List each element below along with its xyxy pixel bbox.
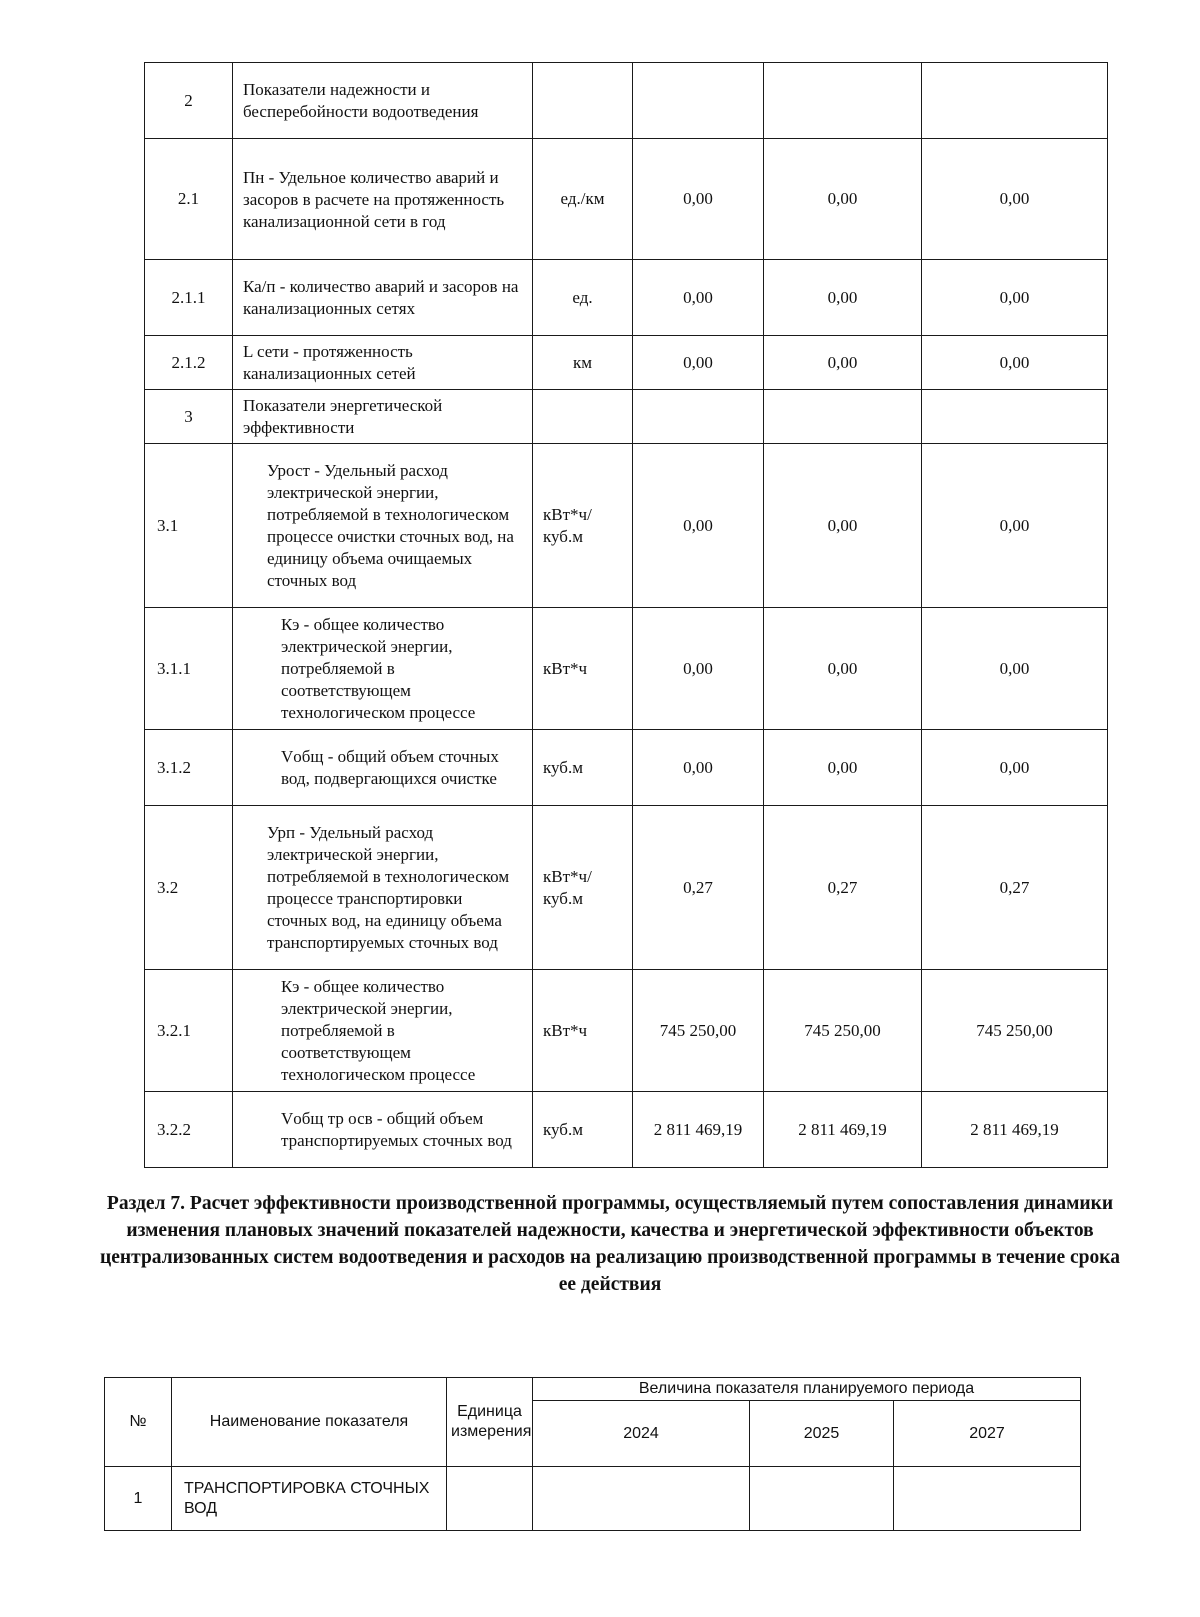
- value-2024: 0,00: [633, 608, 764, 730]
- row-number: 3.1.2: [145, 730, 233, 806]
- table-header-row: [105, 1378, 1081, 1401]
- row-number: 3.1.1: [145, 608, 233, 730]
- indicator-name: L сети - протяженность канализационных сетей: [233, 336, 533, 390]
- value-2027: 0,00: [922, 730, 1108, 806]
- row-number: 2.1.2: [145, 336, 233, 390]
- row-number: 2.1: [145, 139, 233, 260]
- header-unit: Единица измерения: [447, 1378, 533, 1467]
- header-number: №: [105, 1378, 172, 1467]
- value-2027: 0,00: [922, 444, 1108, 608]
- value-2027: [922, 390, 1108, 444]
- table-row: [145, 806, 1108, 970]
- value-2024: 0,27: [633, 806, 764, 970]
- unit: кВт*ч: [533, 970, 633, 1092]
- value-2024: [633, 390, 764, 444]
- indicator-name: Урост - Удельный расход электрической энергии, потребляемой в технологическом процессе очистки сточных вод, на единицу объема очищаемых сточных вод: [267, 461, 514, 590]
- table-row: [145, 390, 1108, 444]
- value-2024: 0,00: [633, 336, 764, 390]
- table-row: [145, 336, 1108, 390]
- indicator-name: Показатели энергетической эффективности: [233, 390, 533, 444]
- value-2027: [922, 63, 1108, 139]
- value-2025: 0,00: [764, 139, 922, 260]
- table-row: [145, 444, 1108, 608]
- value-2027: 0,00: [922, 260, 1108, 336]
- indicators-table: [144, 62, 1108, 1168]
- unit: км: [533, 336, 633, 390]
- row-number: 3.1: [145, 444, 233, 608]
- table-row: [145, 63, 1108, 139]
- unit: ед./км: [533, 139, 633, 260]
- indicator-name: Пн - Удельное количество аварий и засоров в расчете на протяженность канализационной сети в год: [233, 139, 533, 260]
- unit: [447, 1467, 533, 1531]
- value-2024: 0,00: [633, 730, 764, 806]
- value-2025: 0,00: [764, 444, 922, 608]
- value-2024: 0,00: [633, 139, 764, 260]
- unit: куб.м: [533, 730, 633, 806]
- value-2027: 0,27: [922, 806, 1108, 970]
- value-2025: [750, 1467, 894, 1531]
- indicator-name: ТРАНСПОРТИРОВКА СТОЧНЫХ ВОД: [172, 1467, 447, 1531]
- unit: кВт*ч/куб.м: [533, 806, 633, 970]
- table-row: [145, 970, 1108, 1092]
- indicator-name: Урп - Удельный расход электрической энергии, потребляемой в технологическом процессе транспортировки сточных вод, на единицу объема транспортируемых сточных вод: [267, 823, 510, 952]
- unit: кВт*ч/куб.м: [533, 444, 633, 608]
- table-row: [145, 139, 1108, 260]
- row-number: 3.2.2: [145, 1092, 233, 1168]
- value-2024: 0,00: [633, 444, 764, 608]
- value-2024: 745 250,00: [633, 970, 764, 1092]
- value-2027: 0,00: [922, 608, 1108, 730]
- table-row: [145, 260, 1108, 336]
- value-2024: [633, 63, 764, 139]
- row-number: 1: [105, 1467, 172, 1531]
- value-2025: 0,00: [764, 260, 922, 336]
- row-number: 2.1.1: [145, 260, 233, 336]
- table-row: [145, 1092, 1108, 1168]
- efficiency-table: [104, 1377, 1081, 1531]
- indicator-name: Vобщ - общий объем сточных вод, подвергающихся очистке: [281, 747, 499, 788]
- row-number: 3.2: [145, 806, 233, 970]
- indicator-name: Кэ - общее количество электрической энергии, потребляемой в соответствующем технологическом процессе: [281, 977, 476, 1084]
- header-year-2027: 2027: [894, 1401, 1081, 1467]
- table-row: [105, 1467, 1081, 1531]
- unit: куб.м: [533, 1092, 633, 1168]
- value-2024: 2 811 469,19: [633, 1092, 764, 1168]
- value-2027: [894, 1467, 1081, 1531]
- indicator-name: Vобщ тр осв - общий объем транспортируемых сточных вод: [281, 1109, 512, 1150]
- table-row: [145, 730, 1108, 806]
- unit: [533, 63, 633, 139]
- indicator-name: Кэ - общее количество электрической энергии, потребляемой в соответствующем технологическом процессе: [281, 615, 476, 722]
- indicator-name: Ка/п - количество аварий и засоров на канализационных сетях: [233, 260, 533, 336]
- value-2025: 0,00: [764, 608, 922, 730]
- header-planned-period: Величина показателя планируемого периода: [533, 1378, 1081, 1401]
- indicator-name: Показатели надежности и бесперебойности водоотведения: [233, 63, 533, 139]
- header-indicator-name: Наименование показателя: [172, 1378, 447, 1467]
- value-2025: 0,00: [764, 336, 922, 390]
- value-2025: 745 250,00: [764, 970, 922, 1092]
- unit: кВт*ч: [533, 608, 633, 730]
- value-2025: 2 811 469,19: [764, 1092, 922, 1168]
- value-2025: 0,27: [764, 806, 922, 970]
- unit: ед.: [533, 260, 633, 336]
- value-2025: [764, 63, 922, 139]
- row-number: 3: [145, 390, 233, 444]
- header-year-2025: 2025: [750, 1401, 894, 1467]
- value-2027: 745 250,00: [922, 970, 1108, 1092]
- header-year-2024: 2024: [533, 1401, 750, 1467]
- row-number: 3.2.1: [145, 970, 233, 1092]
- value-2027: 0,00: [922, 336, 1108, 390]
- unit: [533, 390, 633, 444]
- table-row: [145, 608, 1108, 730]
- value-2027: 0,00: [922, 139, 1108, 260]
- row-number: 2: [145, 63, 233, 139]
- value-2025: [764, 390, 922, 444]
- value-2025: 0,00: [764, 730, 922, 806]
- value-2024: [533, 1467, 750, 1531]
- value-2027: 2 811 469,19: [922, 1092, 1108, 1168]
- section-7-title: Раздел 7. Расчет эффективности производственной программы, осуществляемый путем сопоставления динамики изменения плановых значений показателей надежности, качества и энергетической эффективности объектов централизованных систем водоотведения и расходов на реализацию производственной программы в течение срока ее действия: [100, 1193, 1120, 1295]
- value-2024: 0,00: [633, 260, 764, 336]
